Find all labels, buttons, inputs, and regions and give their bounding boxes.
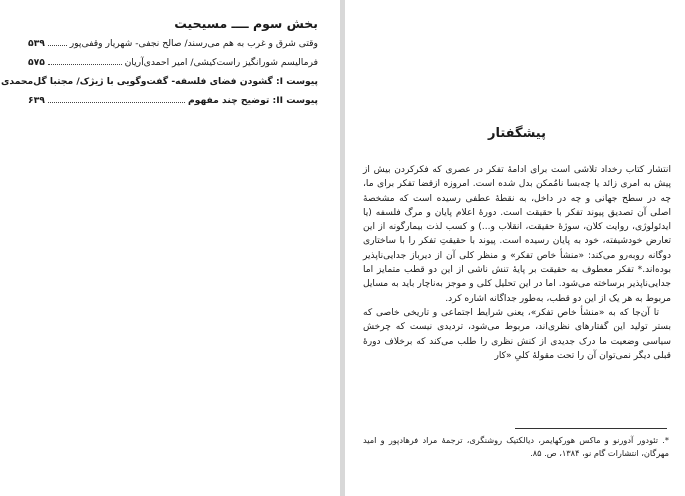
footnote: *. تئودور آدورنو و ماکس هورکهایمر، دیالکتیک روشنگری، ترجمهٔ مراد فرهادپور و امید مهرگان، انتشارات گام نو، ۱۳۸۴، ص. ۸۵. [363, 435, 669, 458]
footnote-divider [515, 428, 667, 429]
preface-paragraph: انتشار کتاب رخداد تلاشی است برای ادامهٔ تفکر در عصری که فکرکردن بیش از پیش به امری زائد یا چه‌بسا نامُمکن بدل شده است. امروزه ازقضا تفکر برای ما، چه در سطح جهانی و چه در داخل، به نقطهٔ عطفی رسیده است که مشخصهٔ اصلی آن تصدیق پیوند تفکر با حقیقت است. دورهٔ اعلام پایان و مرگ فلسفه (یا ایدئولوژی، روایت کلان، سوژهٔ حقیقت، انقلاب و...) و کسب لذت بیمارگونه از این تعارض خودشیفته، خود به پایان رسیده است. پیوند با حقیقتِ تفکر را با ساختاری دوگانه روبه‌رو می‌کند: «منشأ خاص تفکر» و منظر کلی آن از دیرباز جدایی‌ناپذیر بوده‌اند.* تفکر معطوف به حقیقت بر پایهٔ تنش ناشی از این دو قطب متمایز اما جدایی‌ناپذیر برساخته می‌شود. اما در این تحلیل کلی و موجز به‌ناچار باید به مسایل مربوط به هر یک از این دو قطب، به‌طور جداگانه اشاره کرد. [363, 165, 671, 304]
toc-entry-page: ۵۷۵ [28, 57, 45, 68]
toc-row [28, 38, 318, 50]
toc-entry-page: ۶۳۹ [28, 95, 45, 106]
toc-section-title: بخش سوم ــــ مسیحیت [174, 16, 318, 31]
toc-entry [28, 57, 318, 69]
toc-row [28, 57, 318, 69]
toc-leader-dots [48, 38, 67, 46]
toc-entry-title: پیوست II: توضیح چند مفهوم [187, 95, 318, 106]
toc-entry-title: وقتی شرق و غرب به هم می‌رسند/ صالح نجفی- شهریار وقفی‌پور [69, 38, 318, 49]
toc-row [0, 76, 318, 88]
toc-entry [28, 38, 318, 50]
preface [363, 126, 671, 363]
preface-title: پیشگفتار [487, 126, 546, 141]
toc-entry [0, 76, 318, 88]
toc-leader-dots [48, 57, 122, 65]
right-page [345, 0, 685, 496]
left-page [0, 0, 340, 496]
toc-row [28, 95, 318, 107]
preface-paragraph: تا آن‌جا که به «منشأ خاص تفکر»، یعنی شرایط اجتماعی و تاریخی خاصی که بستر تولید این گفتارهای نظری‌اند، مربوط می‌شود، تردیدی نیست که چرخش سیاسی وضعیت ما درک جدیدی از کنش نظری را طلب می‌کند که برخلاف دورهٔ قبلی دیگر نمی‌توان آن را تحت مقولهٔ کلیِ «کار [363, 307, 671, 361]
toc-leader-dots [48, 95, 185, 103]
toc-entry-title: پیوست I: گشودن فضای فلسفه- گفت‌وگویی با ژیژک/ مجتبا گل‌محمدی [0, 76, 318, 87]
toc-entry [28, 95, 318, 107]
table-of-contents [0, 16, 318, 114]
toc-entry-page: ۵۳۹ [28, 38, 45, 49]
toc-entry-title: فرمالیسم شورانگیز راست‌کیشی/ امیر احمدی‌آریان [124, 57, 318, 68]
